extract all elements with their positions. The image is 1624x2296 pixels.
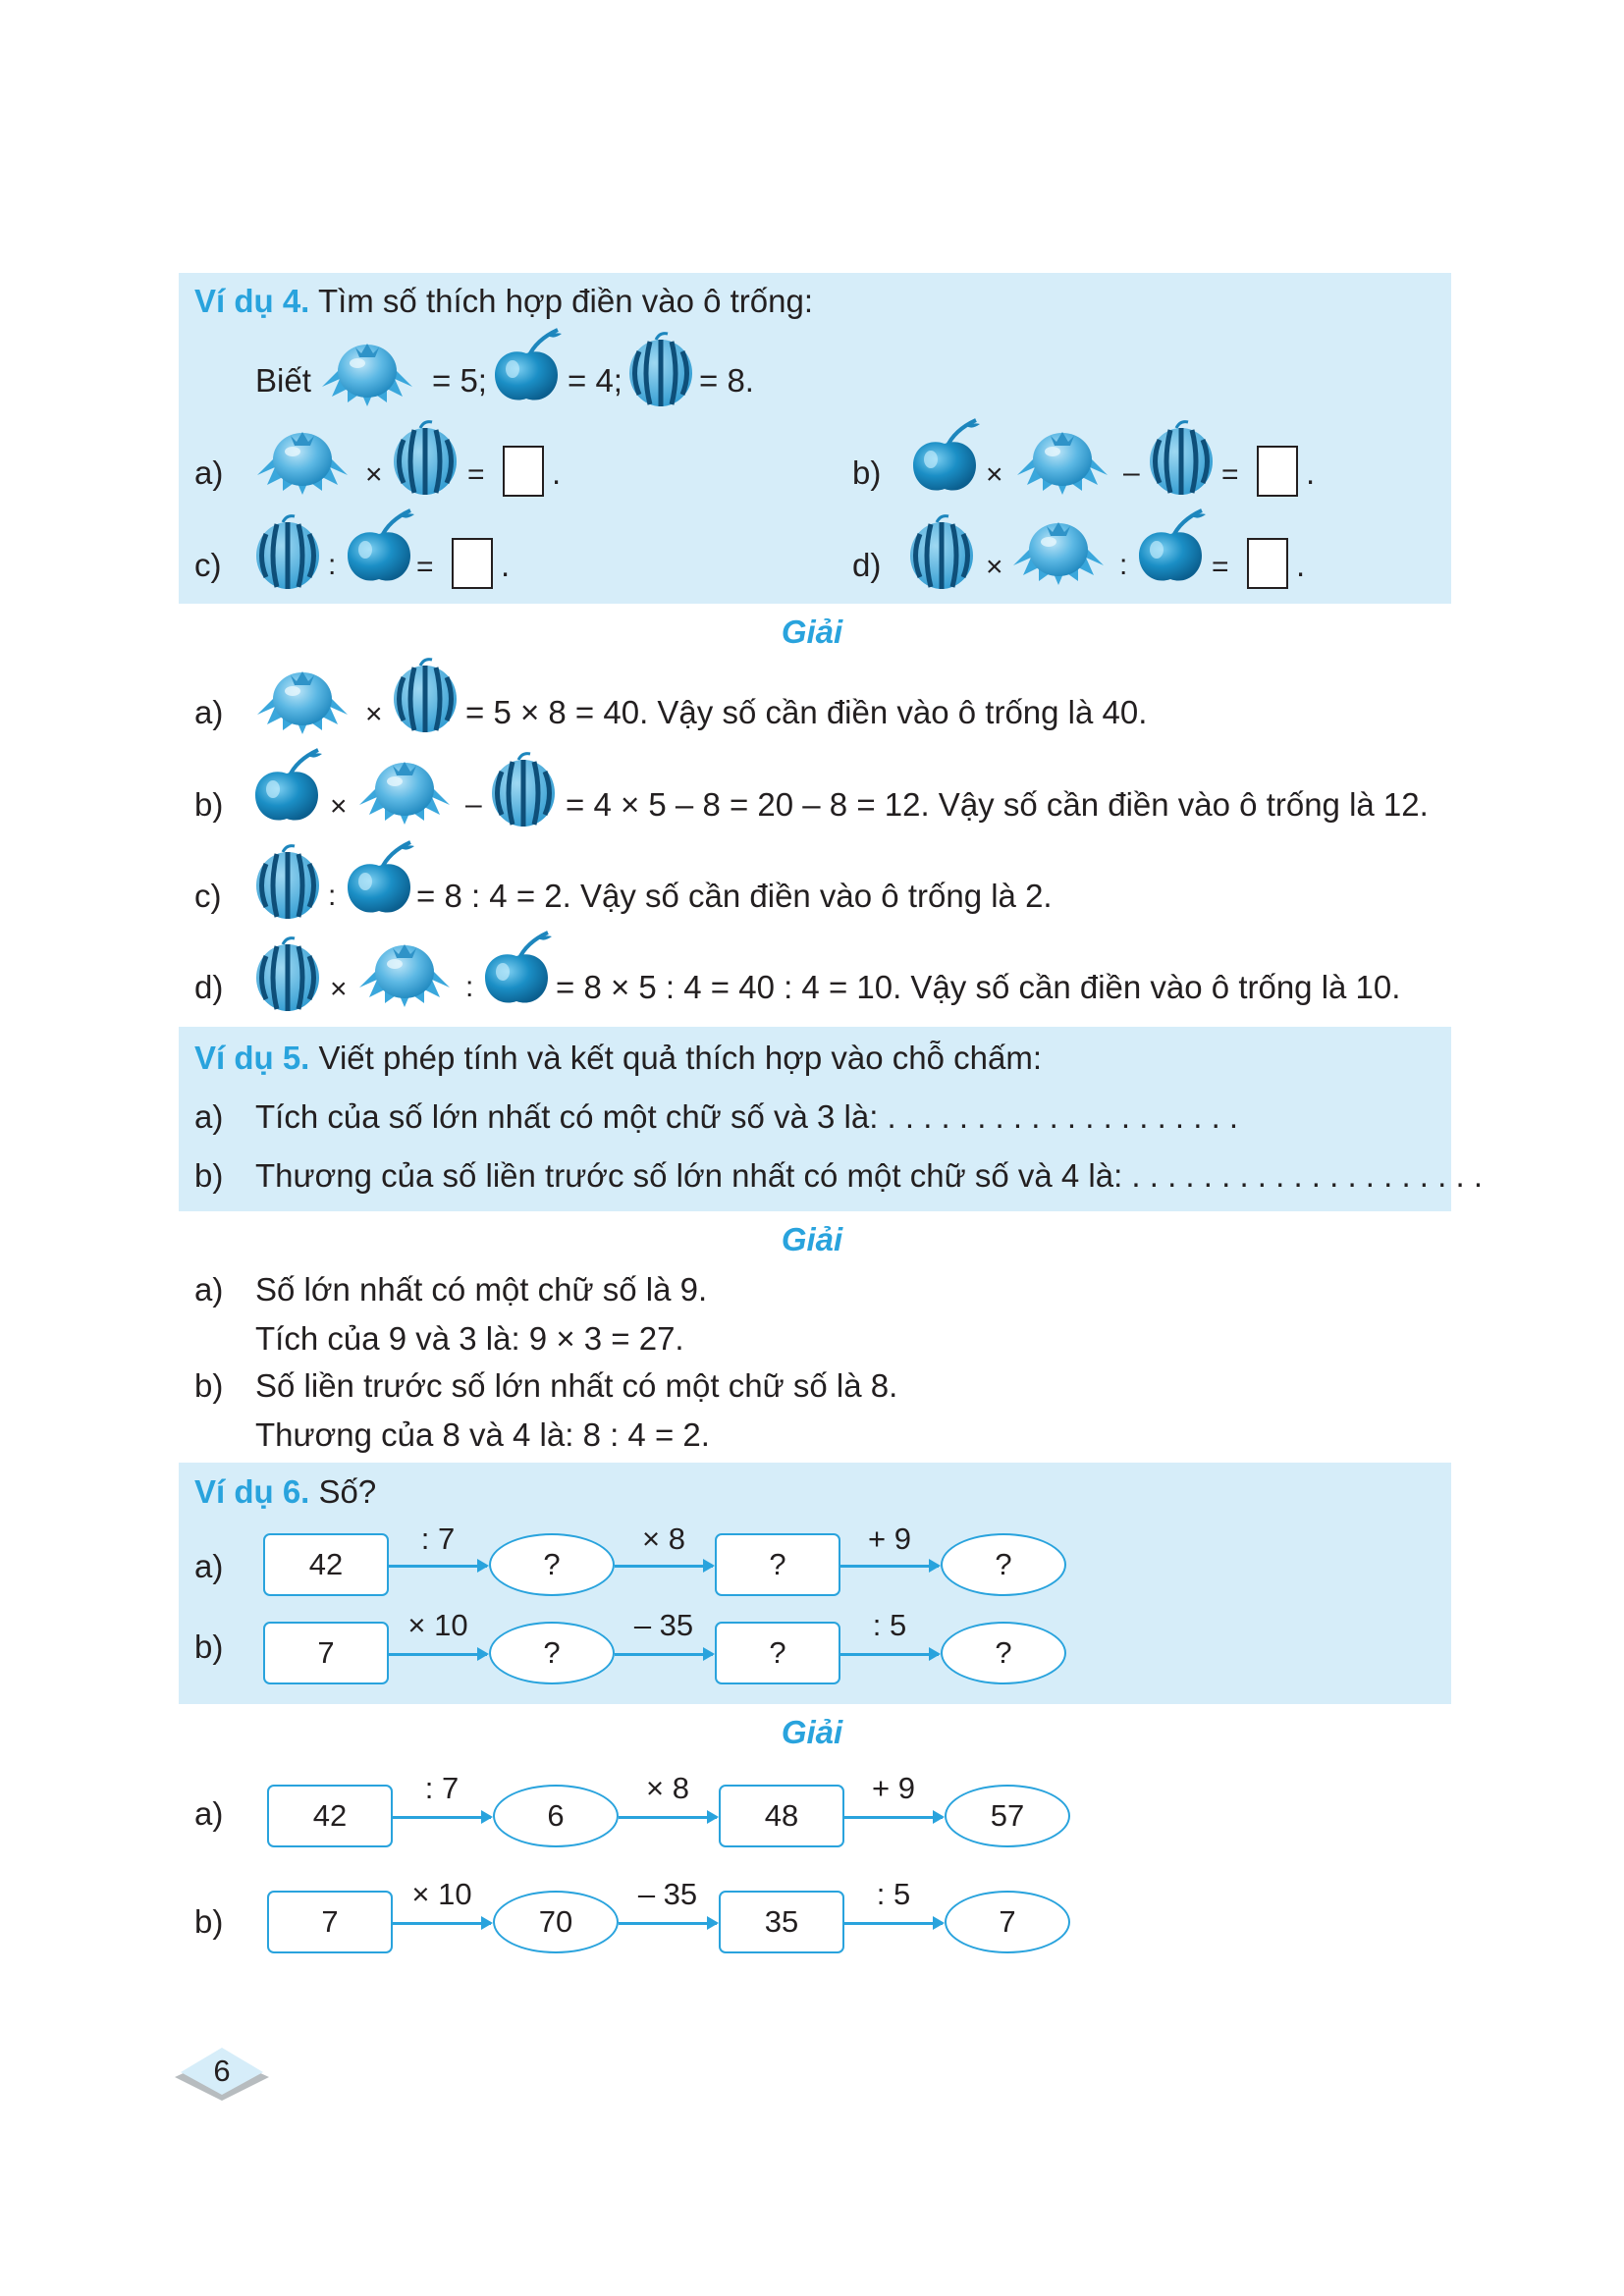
solution-title: Giải (781, 1221, 843, 1257)
arrow (840, 1653, 939, 1656)
answer-b-line-2: Thương của 8 và 4 là: 8 : 4 = 2. (255, 1416, 710, 1453)
tomato-icon (253, 420, 352, 499)
minus-sign: – (465, 788, 482, 821)
cherry-icon (907, 418, 986, 497)
solution-b-label: b) (194, 786, 224, 823)
times-sign: × (986, 458, 1003, 491)
operation-label: × 10 (411, 1877, 472, 1911)
question-a-label: a) (194, 1098, 224, 1135)
tomato-icon (1009, 510, 1108, 589)
answer-oval[interactable]: ? (489, 1622, 615, 1684)
divide-sign: : (1119, 549, 1128, 581)
problem-b-label: b) (852, 454, 882, 491)
result-oval: 6 (493, 1785, 619, 1847)
arrow (615, 1565, 713, 1568)
solution-b-text: = 4 × 5 – 8 = 20 – 8 = 12. Vậy số cần điền vào ô trống là 12. (566, 786, 1429, 823)
result-box: 35 (719, 1891, 844, 1953)
solution-c-label: c) (194, 878, 222, 914)
answer-box[interactable] (503, 446, 544, 497)
operation-label: + 9 (868, 1522, 911, 1556)
divide-sign: : (328, 549, 337, 581)
equals-sign: = (1221, 458, 1239, 491)
arrow (389, 1565, 487, 1568)
result-oval: 57 (945, 1785, 1070, 1847)
minus-sign: – (1123, 456, 1140, 489)
arrow (393, 1922, 491, 1925)
operation-label: × 10 (407, 1608, 468, 1642)
answer-b-line-1: Số liền trước số lớn nhất có một chữ số là 8. (255, 1367, 898, 1404)
arrow (844, 1816, 943, 1819)
arrow (619, 1922, 717, 1925)
chain-a-label: a) (194, 1548, 224, 1584)
answer-box[interactable] (1247, 538, 1288, 589)
arrow (389, 1653, 487, 1656)
watermelon-icon (253, 842, 322, 921)
divide-sign: : (328, 880, 337, 912)
example-6-heading (194, 1472, 376, 1512)
answer-b-label: b) (194, 1367, 224, 1404)
result-box: 48 (719, 1785, 844, 1847)
given-eq-3: = 8. (699, 362, 754, 399)
times-sign: × (365, 698, 383, 730)
answer-box[interactable]: ? (715, 1622, 840, 1684)
period: . (552, 454, 562, 491)
equals-sign: = (467, 458, 485, 491)
answer-a-line-2: Tích của 9 và 3 là: 9 × 3 = 27. (255, 1320, 684, 1357)
example-6-label: Ví dụ 6. (194, 1473, 310, 1510)
answer-box[interactable] (452, 538, 493, 589)
solution-d-label: d) (194, 969, 224, 1005)
arrow (844, 1922, 943, 1925)
answer-oval[interactable]: ? (941, 1622, 1066, 1684)
operation-label: : 5 (872, 1608, 907, 1642)
chain-start-box: 42 (267, 1785, 393, 1847)
operation-label: – 35 (637, 1877, 698, 1911)
tomato-icon (1013, 420, 1111, 499)
solution-title: Giải (781, 1714, 843, 1750)
cherry-icon (489, 328, 568, 406)
chain-start-box: 7 (267, 1891, 393, 1953)
example-4-heading (194, 282, 813, 321)
given-prefix: Biết (255, 362, 311, 399)
example-4-label: Ví dụ 4. (194, 283, 310, 319)
solution-title: Giải (781, 614, 843, 650)
given-eq-2: = 4; (568, 362, 623, 399)
period: . (501, 547, 511, 583)
question-b-label: b) (194, 1157, 224, 1194)
times-sign: × (986, 551, 1003, 583)
solution-c-text: = 8 : 4 = 2. Vậy số cần điền vào ô trống là 2. (416, 878, 1053, 914)
times-sign: × (330, 790, 348, 823)
example-5-prompt: Viết phép tính và kết quả thích hợp vào chỗ chấm: (318, 1040, 1043, 1076)
watermelon-icon (626, 330, 695, 408)
operation-label: × 8 (646, 1771, 689, 1805)
answer-box[interactable] (1257, 446, 1298, 497)
operation-label: : 7 (420, 1522, 456, 1556)
example-5-label: Ví dụ 5. (194, 1040, 310, 1076)
result-oval: 70 (493, 1891, 619, 1953)
tomato-icon (253, 660, 352, 738)
given-eq-1: = 5; (432, 362, 487, 399)
cherry-icon (249, 748, 328, 827)
solution-a-text: = 5 × 8 = 40. Vậy số cần điền vào ô trống là 40. (465, 694, 1148, 730)
question-b-text: Thương của số liền trước số lớn nhất có một chữ số và 4 là: . . . . . . . . . . . . . . . . . . . . (255, 1157, 1483, 1194)
watermelon-icon (253, 512, 322, 591)
operation-label: – 35 (633, 1608, 694, 1642)
question-a-text: Tích của số lớn nhất có một chữ số và 3 là: . . . . . . . . . . . . . . . . . . . . (255, 1098, 1239, 1135)
answer-chain-b-label: b) (194, 1903, 224, 1940)
answer-chain-a-label: a) (194, 1795, 224, 1832)
times-sign: × (365, 458, 383, 491)
example-6-prompt: Số? (318, 1473, 377, 1510)
page-number: 6 (213, 2054, 231, 2088)
watermelon-icon (391, 418, 460, 497)
watermelon-icon (1147, 418, 1216, 497)
problem-d-label: d) (852, 547, 882, 583)
chain-b-label: b) (194, 1629, 224, 1665)
times-sign: × (330, 973, 348, 1005)
cherry-icon (1133, 508, 1212, 587)
period: . (1306, 454, 1316, 491)
chain-start-box: 42 (263, 1533, 389, 1596)
watermelon-icon (907, 512, 976, 591)
solution-a-label: a) (194, 694, 224, 730)
answer-a-line-1: Số lớn nhất có một chữ số là 9. (255, 1271, 708, 1308)
divide-sign: : (465, 971, 474, 1003)
answer-oval[interactable]: ? (489, 1533, 615, 1596)
cherry-icon (342, 840, 420, 919)
answer-box[interactable]: ? (715, 1533, 840, 1596)
watermelon-icon (391, 656, 460, 734)
arrow (619, 1816, 717, 1819)
operation-label: × 8 (642, 1522, 685, 1556)
arrow (840, 1565, 939, 1568)
period: . (1296, 547, 1306, 583)
operation-label: : 5 (876, 1877, 911, 1911)
answer-oval[interactable]: ? (941, 1533, 1066, 1596)
problem-a-label: a) (194, 454, 224, 491)
cherry-icon (342, 508, 420, 587)
problem-c-label: c) (194, 547, 222, 583)
equals-sign: = (416, 551, 434, 583)
tomato-icon (355, 933, 454, 1011)
example-4-prompt: Tìm số thích hợp điền vào ô trống: (317, 283, 814, 319)
arrow (615, 1653, 713, 1656)
example-5-heading (194, 1039, 1042, 1078)
result-oval: 7 (945, 1891, 1070, 1953)
cherry-icon (479, 931, 558, 1009)
operation-label: : 7 (424, 1771, 460, 1805)
tomato-icon (318, 332, 416, 410)
arrow (393, 1816, 491, 1819)
tomato-icon (355, 750, 454, 828)
watermelon-icon (253, 934, 322, 1013)
watermelon-icon (489, 750, 558, 828)
solution-d-text: = 8 × 5 : 4 = 40 : 4 = 10. Vậy số cần điền vào ô trống là 10. (556, 969, 1401, 1005)
answer-a-label: a) (194, 1271, 224, 1308)
chain-start-box: 7 (263, 1622, 389, 1684)
equals-sign: = (1212, 551, 1229, 583)
operation-label: + 9 (872, 1771, 915, 1805)
